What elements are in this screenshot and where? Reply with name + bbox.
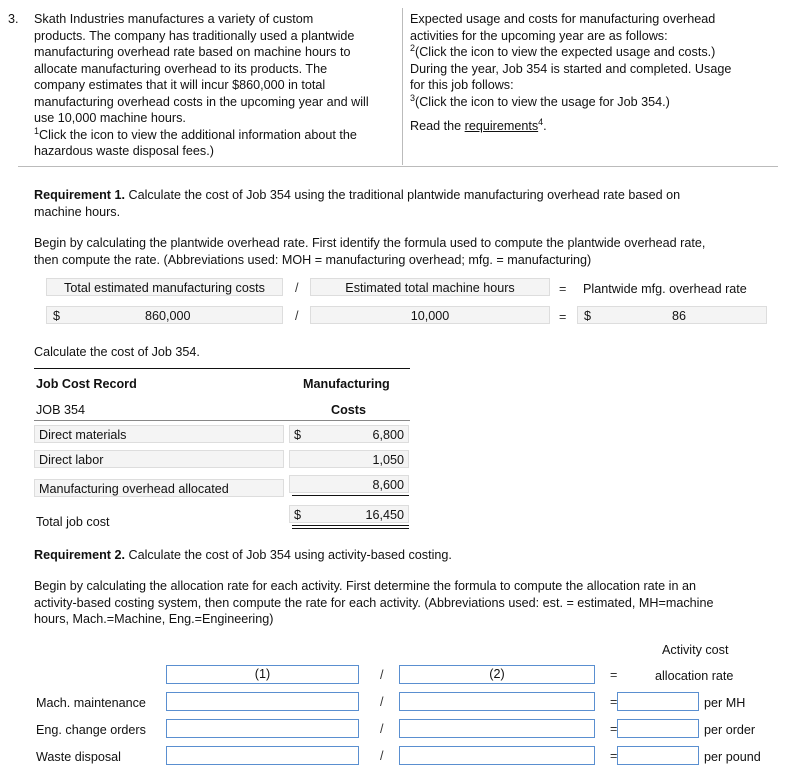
footnote-1-text-cont: hazardous waste disposal fees.) — [34, 144, 214, 158]
footnote-4-marker: 4 — [538, 116, 544, 127]
instruction-line: Begin by calculating the allocation rate for each activity. First determine the formula to compute the allocation rate in an — [34, 579, 696, 593]
calc-prompt: Calculate the cost of Job 354. — [34, 345, 200, 359]
row-label-direct-labor[interactable]: Direct labor — [34, 450, 284, 468]
col2-label: (2) — [489, 667, 505, 681]
problem-number: 3. — [8, 12, 19, 26]
row-label-direct-materials[interactable]: Direct materials — [34, 425, 284, 443]
formula-denominator-input[interactable] — [399, 665, 595, 684]
footnote-2-marker: 2 — [410, 42, 416, 53]
dollar-sign: $ — [294, 428, 302, 442]
slash: / — [380, 722, 384, 736]
row-label-mach-maintenance: Mach. maintenance — [36, 696, 146, 710]
problem-line: use 10,000 machine hours. — [34, 111, 186, 125]
job-number: JOB 354 — [36, 403, 86, 417]
footnote-3-marker: 3 — [410, 92, 416, 103]
req2-heading — [34, 548, 452, 562]
amount: 1,050 — [372, 453, 404, 467]
abc-header-1: Activity cost — [662, 643, 729, 657]
amount: 6,800 — [372, 428, 404, 442]
read-prefix: Read the — [410, 119, 465, 133]
numerator-value: 860,000 — [145, 309, 191, 323]
abc-header-2: allocation rate — [655, 669, 734, 683]
problem-line: Skath Industries manufactures a variety of custom — [34, 12, 314, 26]
dollar-sign: $ — [294, 508, 302, 522]
table-top-border — [34, 368, 410, 369]
header-rule — [34, 420, 410, 421]
denominator-value-input[interactable]: 10,000 — [310, 306, 550, 324]
req1-heading — [34, 187, 774, 220]
eng-rate-input[interactable] — [617, 719, 699, 738]
job-usage-link[interactable] — [410, 94, 780, 111]
footnote-3-text: (Click the icon to view the usage for Job 354.) — [415, 94, 670, 109]
footnote-1-text: Click the icon to view the additional information about the — [39, 127, 357, 142]
waste-numerator-input[interactable] — [166, 746, 359, 765]
slash: / — [380, 668, 384, 682]
numerator-value-input[interactable] — [46, 306, 283, 324]
problem-line: During the year, Job 354 is started and completed. Usage — [410, 61, 732, 76]
value-direct-labor[interactable] — [289, 450, 409, 468]
mach-rate-input[interactable] — [617, 692, 699, 711]
values-slash: / — [295, 309, 299, 323]
slash: / — [380, 695, 384, 709]
subtotal-rule — [292, 495, 409, 496]
row-label-eng-change-orders: Eng. change orders — [36, 723, 146, 737]
problem-left-text — [34, 11, 396, 160]
values-equals: = — [559, 310, 567, 324]
problem-line: products. The company has traditionally used a plantwide — [34, 28, 355, 43]
footnote-1-marker: 1 — [34, 125, 40, 136]
job-cost-title: Job Cost Record — [36, 377, 137, 391]
hazardous-info-link[interactable] — [34, 127, 396, 144]
row-label-mfg-overhead[interactable]: Manufacturing overhead allocated — [34, 479, 284, 497]
mfg-header: Manufacturing — [303, 377, 390, 391]
numerator-formula-select[interactable]: Total estimated manufacturing costs — [46, 278, 283, 296]
value-mfg-overhead[interactable] — [289, 475, 409, 493]
expected-usage-link[interactable] — [410, 44, 780, 61]
read-requirements — [410, 118, 780, 135]
mach-denominator-input[interactable] — [399, 692, 595, 711]
problem-line: manufacturing overhead costs in the upcoming year and will — [34, 94, 369, 109]
equals: = — [610, 749, 618, 763]
eng-numerator-input[interactable] — [166, 719, 359, 738]
column-divider — [402, 8, 403, 165]
instruction-line: activity-based costing system, then compute the rate for each activity. (Abbreviations used: est. = estimated, MH=machine — [34, 595, 714, 610]
row-label-waste-disposal: Waste disposal — [36, 750, 121, 764]
total-rule-2 — [292, 528, 409, 529]
instruction-line: hours, Mach.=Machine, Eng.=Engineering) — [34, 612, 274, 626]
unit-per-pound: per pound — [704, 750, 761, 764]
formula-numerator-input[interactable] — [166, 665, 359, 684]
value-total-job-cost[interactable] — [289, 505, 409, 523]
problem-line: company estimates that it will incur $860,000 in total — [34, 78, 326, 92]
waste-rate-input[interactable] — [617, 746, 699, 765]
problem-line: allocate manufacturing overhead to its products. The — [34, 61, 328, 76]
total-rule-1 — [292, 525, 409, 526]
amount: 8,600 — [372, 478, 404, 492]
formula-slash: / — [295, 281, 299, 295]
footnote-2-text: (Click the icon to view the expected usage and costs.) — [415, 45, 716, 59]
unit-per-mh: per MH — [704, 696, 746, 710]
result-label: Plantwide mfg. overhead rate — [583, 282, 747, 296]
problem-right-text — [410, 11, 780, 135]
formula-equals: = — [559, 282, 567, 296]
amount: 16,450 — [365, 508, 404, 522]
waste-denominator-input[interactable] — [399, 746, 595, 765]
req2-label: Requirement 2. — [34, 548, 125, 562]
req2-instruction — [34, 578, 784, 628]
result-value: 86 — [671, 309, 686, 323]
dollar-sign: $ — [53, 309, 61, 323]
section-divider — [18, 166, 778, 167]
equals: = — [610, 722, 618, 736]
equals: = — [610, 668, 618, 682]
problem-line: activities for the upcoming year are as follows: — [410, 28, 668, 43]
result-value-input[interactable] — [577, 306, 767, 324]
col1-label: (1) — [254, 667, 271, 681]
denominator-formula-select[interactable]: Estimated total machine hours — [310, 278, 550, 296]
req1-text: Calculate the cost of Job 354 using the traditional plantwide manufacturing overhead rate based on — [124, 188, 681, 202]
total-job-cost-label: Total job cost — [36, 515, 110, 529]
mach-numerator-input[interactable] — [166, 692, 359, 711]
slash: / — [380, 749, 384, 763]
instruction-line: Begin by calculating the plantwide overhead rate. First identify the formula used to compute the plantwide overhead rate, — [34, 236, 706, 250]
req1-instruction — [34, 235, 784, 268]
eng-denominator-input[interactable] — [399, 719, 595, 738]
value-direct-materials[interactable] — [289, 425, 409, 443]
result-dollar-sign: $ — [584, 309, 592, 323]
equals: = — [610, 695, 618, 709]
read-suffix: . — [543, 119, 547, 133]
req1-text-cont: machine hours. — [34, 204, 121, 219]
req2-text: Calculate the cost of Job 354 using activity-based costing. — [124, 548, 452, 562]
problem-line: Expected usage and costs for manufacturing overhead — [410, 12, 716, 26]
problem-line: for this job follows: — [410, 78, 514, 92]
unit-per-order: per order — [704, 723, 756, 737]
costs-header: Costs — [331, 403, 366, 417]
req1-label: Requirement 1. — [34, 188, 125, 202]
requirements-link[interactable]: requirements — [464, 119, 539, 133]
problem-line: manufacturing overhead rate based on machine hours to — [34, 45, 351, 59]
instruction-line: then compute the rate. (Abbreviations used: MOH = manufacturing overhead; mfg. = manufacturing) — [34, 252, 592, 267]
